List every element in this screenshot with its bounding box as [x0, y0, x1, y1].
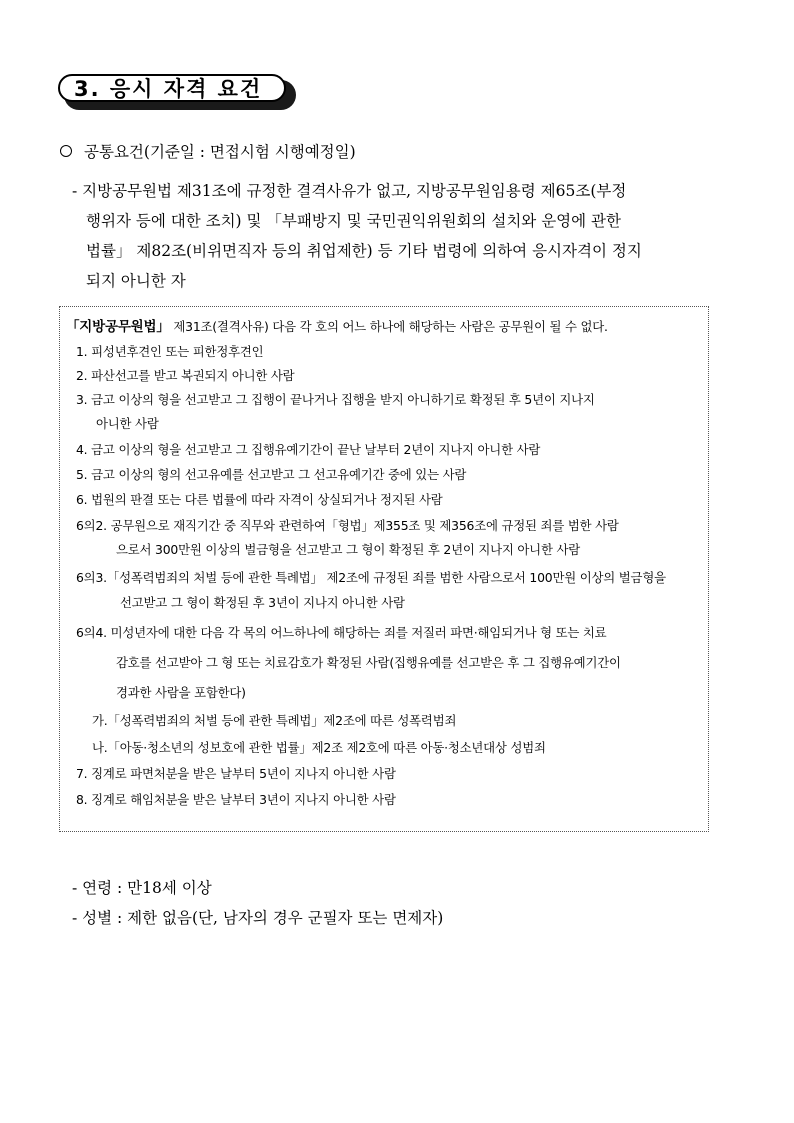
- paragraph-line: 행위자 등에 대한 조치) 및 「부패방지 및 국민권익위원회의 설치와 운영에 관한: [86, 212, 621, 230]
- statute-item: 6의2. 공무원으로 재직기간 중 직무와 관련하여「형법」제355조 및 제356조에 규정된 죄를 범한 사람: [76, 518, 619, 533]
- paragraph-line: 법률」 제82조(비위면직자 등의 취업제한) 등 기타 법령에 의하여 응시자격이 정지: [86, 242, 642, 260]
- statute-item: 2. 파산선고를 받고 복권되지 아니한 사람: [76, 368, 295, 383]
- statute-item: 6의3.「성폭력범죄의 처벌 등에 관한 특례법」 제2조에 규정된 죄를 범한 사람으로서 100만원 이상의 벌금형을: [76, 570, 666, 585]
- statute-title-rest: 제31조(결격사유) 다음 각 호의 어느 하나에 해당하는 사람은 공무원이 될 수 없다.: [169, 319, 608, 334]
- statute-item: 아니한 사람: [96, 416, 159, 431]
- paragraph-line: 되지 아니한 자: [86, 272, 186, 290]
- gender-requirement: - 성별 : 제한 없음(단, 남자의 경우 군필자 또는 면제자): [72, 909, 444, 927]
- circle-bullet-icon: [60, 145, 72, 157]
- statute-item: 으로서 300만원 이상의 벌금형을 선고받고 그 형이 확정된 후 2년이 지나지 아니한 사람: [116, 542, 580, 557]
- section-title-wrap: [58, 74, 296, 110]
- statute-title-law-name: 「지방공무원법」: [66, 319, 170, 335]
- statute-item: 선고받고 그 형이 확정된 후 3년이 지나지 아니한 사람: [120, 595, 405, 610]
- statute-item: 6의4. 미성년자에 대한 다음 각 목의 어느하나에 해당하는 죄를 저질러 파면·해임되거나 형 또는 치료: [76, 625, 607, 640]
- statute-item: 7. 징계로 파면처분을 받은 날부터 5년이 지나지 아니한 사람: [76, 766, 396, 781]
- common-requirement-paragraph: [72, 176, 740, 296]
- section-title: 3. 응시 자격 요건: [58, 74, 286, 102]
- statute-item: 6. 법원의 판결 또는 다른 법률에 따라 자격이 상실되거나 정지된 사람: [76, 492, 443, 507]
- common-requirement-heading: [60, 140, 356, 162]
- common-heading-text: 공통요건(기준일 : 면접시험 시행예정일): [84, 143, 356, 161]
- statute-item: 1. 피성년후견인 또는 피한정후견인: [76, 344, 264, 359]
- statute-subitem: 나.「아동·청소년의 성보호에 관한 법률」제2조 제2호에 따른 아동·청소년대상 성범죄: [92, 740, 546, 755]
- statute-title: [66, 315, 608, 335]
- age-requirement: - 연령 : 만18세 이상: [72, 879, 212, 897]
- statute-subitem: 가.「성폭력범죄의 처벌 등에 관한 특례법」제2조에 따른 성폭력범죄: [92, 713, 457, 728]
- statute-item: 5. 금고 이상의 형의 선고유예를 선고받고 그 선고유예기간 중에 있는 사람: [76, 467, 467, 482]
- statute-item: 감호를 선고받아 그 형 또는 치료감호가 확정된 사람(집행유예를 선고받은 후 그 집행유예기간이: [116, 655, 621, 670]
- statute-item: 경과한 사람을 포함한다): [116, 685, 246, 700]
- statute-item: 3. 금고 이상의 형을 선고받고 그 집행이 끝나거나 집행을 받지 아니하기로 확정된 후 5년이 지나지: [76, 392, 595, 407]
- statute-item: 4. 금고 이상의 형을 선고받고 그 집행유예기간이 끝난 날부터 2년이 지나지 아니한 사람: [76, 442, 541, 457]
- paragraph-line: - 지방공무원법 제31조에 규정한 결격사유가 없고, 지방공무원임용령 제65조(부정: [72, 182, 627, 200]
- statute-box: [59, 306, 709, 832]
- statute-item: 8. 징계로 해임처분을 받은 날부터 3년이 지나지 아니한 사람: [76, 792, 396, 807]
